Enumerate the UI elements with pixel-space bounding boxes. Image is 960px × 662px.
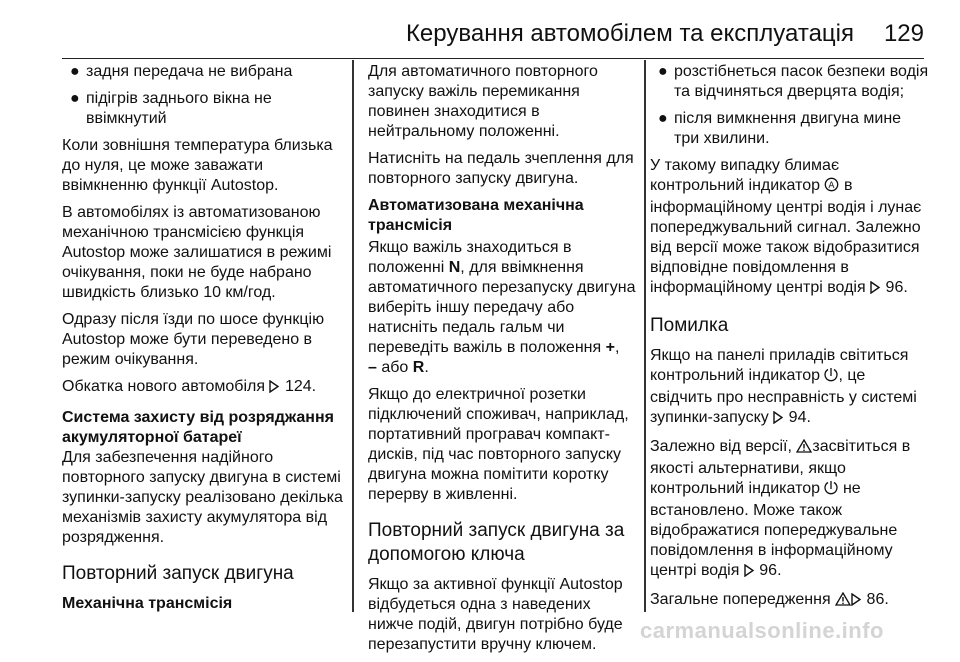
page-title: Керування автомобілем та експлуатація <box>405 20 854 47</box>
subsection-heading: Механічна трансмісія <box>62 595 233 612</box>
paragraph: Якщо важіль знаходиться в положенні N, для ввімкнення автоматичного перезапуску двигуна виберіть іншу передачу або натисніть педаль гальм чи переведіть важіль в положення +, – або R. <box>368 239 636 376</box>
bullet-item: ● після вимкнення двигуна мине три хвилини. <box>658 110 902 147</box>
warning-triangle-icon <box>835 592 851 612</box>
column-left <box>62 62 344 616</box>
paragraph: Якщо за активної функції Autostop відбудеться одна з наведених нижче подій, двигун потрібно буде перезапустити вручну ключем. <box>368 576 623 653</box>
paragraph: Загальне попередження 86. <box>650 590 930 612</box>
paragraph: Натисніть на педаль зчеплення для повторного запуску двигуна. <box>368 150 634 187</box>
page-reference-link[interactable]: 86. <box>866 591 889 608</box>
paragraph: Якщо до електричної розетки підключений споживач, наприклад, портативний програвач компакт-дисків, під час повторного запуску двигуна можна помітити коротку перерву в живленні. <box>368 386 629 503</box>
bullet-item: ● розстібнеться пасок безпеки водія та відчиняться дверцята водія; <box>658 63 929 100</box>
autostop-indicator-icon <box>824 177 839 198</box>
page-reference-icon <box>851 592 862 612</box>
paragraph: Для автоматичного повторного запуску важіль перемикання повинен знаходитися в нейтральному положенні. <box>368 63 598 140</box>
page-reference-link[interactable]: 124. <box>284 378 317 395</box>
autostop-fault-indicator-icon <box>824 480 838 501</box>
page-reference-link[interactable]: 96. <box>759 562 782 579</box>
section-heading: Повторний запуск двигуна <box>62 563 294 584</box>
page-reference-link[interactable]: 96. <box>885 279 908 296</box>
column-divider <box>352 60 354 612</box>
bullet-item: ● підігрів заднього вікна не ввімкнутий <box>70 90 272 127</box>
page-header <box>62 0 924 59</box>
page-reference-link[interactable]: 94. <box>788 409 811 426</box>
column-middle <box>368 62 636 662</box>
warning-triangle-icon <box>796 439 812 459</box>
column-right <box>650 62 930 619</box>
autostop-fault-indicator-icon <box>824 367 838 388</box>
svg-text:A: A <box>828 181 836 191</box>
paragraph: У такому випадку блимає контрольний індикатор A в інформаційному центрі водія і лунає попереджувальний сигнал. Залежно від версії може також відобразитися відповідне повідомлення в інформаційному центрі водія 96. <box>650 156 930 300</box>
bullet-icon: ● <box>70 63 80 80</box>
paragraph: Коли зовнішня температура близька до нуля, це може заважати ввімкненню функції Autostop. <box>62 137 333 194</box>
section-heading: Система захисту від розряджання акумуляторної батареї <box>62 409 334 446</box>
page-reference-icon <box>773 410 784 430</box>
watermark: carmanualsonline.info <box>640 618 884 643</box>
page-number: 129 <box>883 20 924 47</box>
bullet-icon: ● <box>658 110 668 127</box>
paragraph: Залежно від версії, засвітиться в якості альтернативи, якщо контрольний індикатор не встановлено. Може також відображатися попереджувальне повідомлення в інформаційному центрі водія 96. <box>650 437 930 583</box>
paragraph: В автомобілях із автоматизованою механічною трансмісією функція Autostop може залишатися в режимі очікування, поки не буде набрано швидкість близько 10 км/год. <box>62 204 332 301</box>
paragraph: Для забезпечення надійного повторного запуску двигуна в системі зупинки-запуску реалізовано декілька механізмів захисту акумулятора від розрядження. <box>62 449 343 546</box>
page-reference-icon <box>744 563 755 583</box>
bullet-icon: ● <box>658 63 668 80</box>
bullet-item: ● задня передача не вибрана <box>70 63 293 80</box>
column-divider <box>644 60 646 612</box>
section-heading: Помилка <box>650 315 729 336</box>
page-reference-icon <box>269 379 280 399</box>
paragraph: Якщо на панелі приладів світиться контрольний індикатор , це свідчить про несправність у системі зупинки-запуску 94. <box>650 346 930 430</box>
page-reference-icon <box>870 280 881 300</box>
bullet-icon: ● <box>70 90 80 107</box>
paragraph: Одразу після їзди по шосе функцію Autostop може бути переведено в режим очікування. <box>62 311 325 368</box>
subsection-heading: Автоматизована механічна трансмісія <box>368 197 584 234</box>
section-heading: Повторний запуск двигуна за допомогою ключа <box>368 520 625 565</box>
paragraph: Обкатка нового автомобіля 124. <box>62 377 344 399</box>
